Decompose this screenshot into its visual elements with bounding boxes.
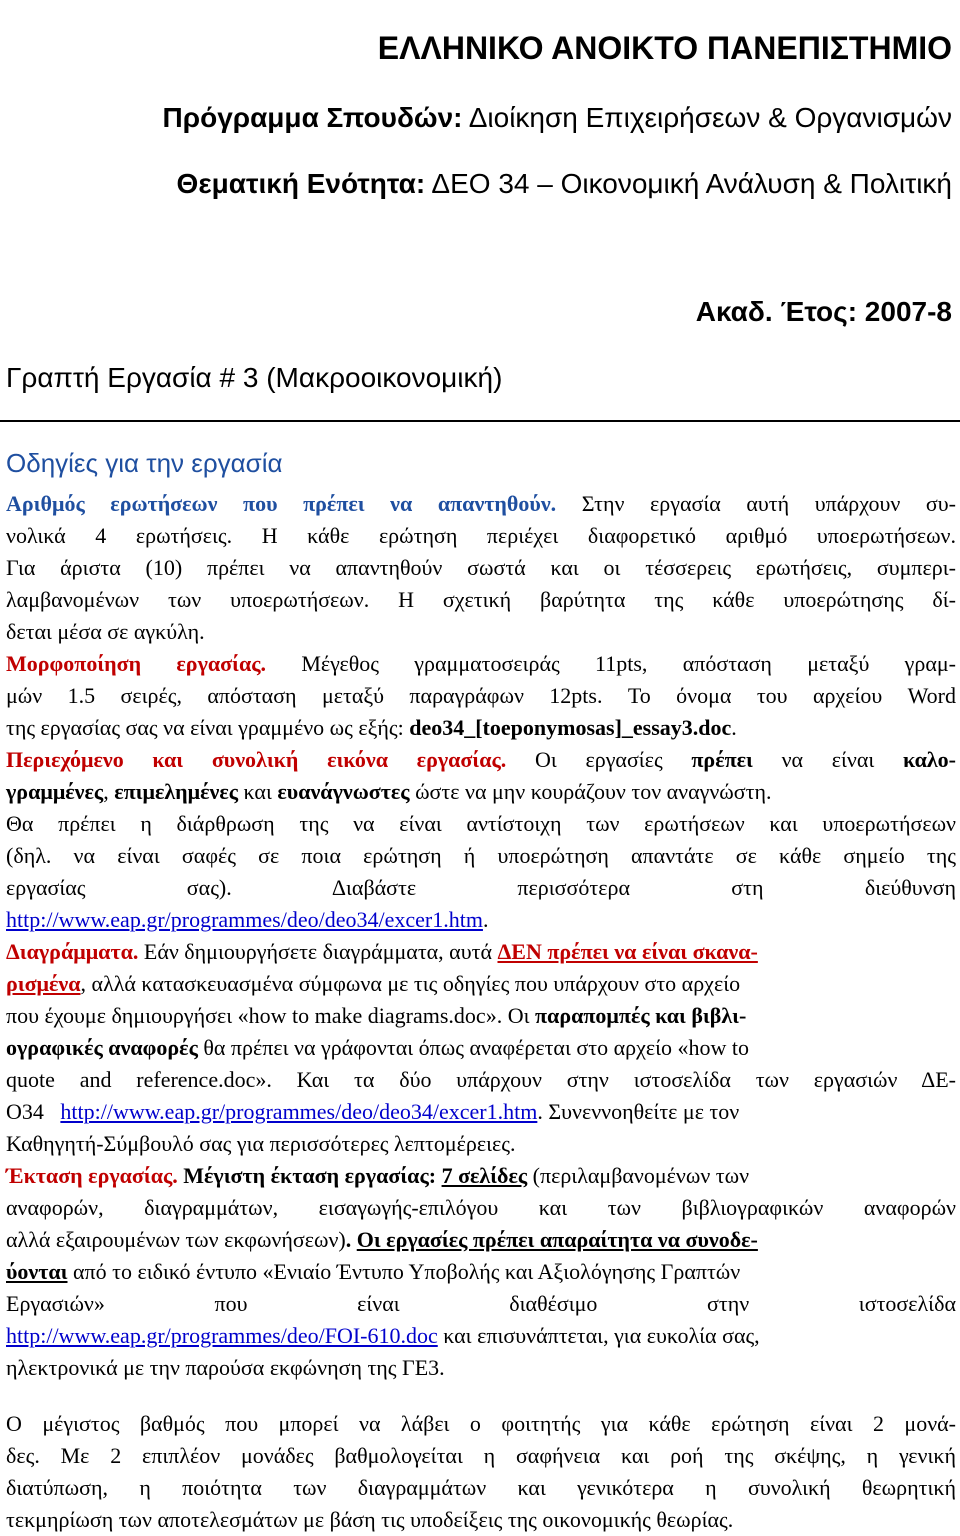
grading-line-4: τεκμηρίωση των αποτελεσμάτων με βάση τις υποδείξεις της οικονομικής θεωρίας. xyxy=(6,1507,734,1532)
text: . Συνεννοηθείτε με τον xyxy=(537,1099,740,1124)
diagrams-line-5: quote and reference.doc». Και τα δύο υπάρχουν στην ιστοσελίδα των εργασιών ΔΕ- xyxy=(6,1067,956,1092)
content-line-5: εργασίας σας). Διαβάστε περισσότερα στη διεύθυνση xyxy=(6,875,956,900)
program-label: Πρόγραμμα Σπουδών: xyxy=(162,102,463,133)
content-line-1 xyxy=(6,744,956,776)
instructions-title: Οδηγίες για την εργασία xyxy=(6,448,283,478)
extent-line-3: αλλά εξαιρουμένων των εκφωνήσεων). Οι εργασίες πρέπει απαραίτητα να συνοδε- xyxy=(6,1227,758,1252)
page-limit: 7 σελίδες xyxy=(441,1163,528,1188)
text: Στην εργασία αυτή υπάρχουν συ- xyxy=(581,491,956,516)
grading-line-1: Ο μέγιστος βαθμός που μπορεί να λάβει ο φοιτητής για κάθε ερώτηση είναι 2 μονά- xyxy=(6,1411,956,1436)
text-bold-underline: ύονται xyxy=(6,1259,68,1284)
content-line-2: γραμμένες, επιμελημένες και ευανάγνωστες ώστε να μην κουράζουν τον αναγνώστη. xyxy=(6,779,772,804)
unit-value: ΔΕΟ 34 – Οικονομική Ανάλυση & Πολιτική xyxy=(431,168,952,199)
text-bold: γραμμένες xyxy=(6,779,104,804)
grading-line-2: δες. Με 2 επιπλέον μονάδες βαθμολογείται η σαφήνεια και ροή της σκέψης, η γενική xyxy=(6,1443,956,1468)
text: Ο34 xyxy=(6,1099,44,1124)
text: ώστε να μην κουράζουν τον αναγνώστη. xyxy=(415,779,772,804)
format-line-1 xyxy=(6,648,956,680)
questions-line-4: λαμβανομένων των υποερωτήσεων. Η σχετική βαρύτητα της κάθε υποερώτησης δί- xyxy=(6,587,956,612)
text-bold: ογραφικές αναφορές xyxy=(6,1035,198,1060)
text-bold: καλο- xyxy=(903,747,957,772)
extent-line-2: αναφορών, διαγραμμάτων, εισαγωγής-επιλόγου και των βιβλιογραφικών αναφορών xyxy=(6,1195,956,1220)
text-bold-underline: Οι εργασίες πρέπει απαραίτητα να συνοδε- xyxy=(356,1227,758,1252)
assignment-title: Γραπτή Εργασία # 3 (Μακροοικονομική) xyxy=(6,362,503,393)
text: και επισυνάπτεται, για ευκολία σας, xyxy=(443,1323,760,1348)
questions-line-1 xyxy=(6,488,956,520)
unit-line xyxy=(177,168,952,200)
text: θα πρέπει να γράφονται όπως αναφέρεται στο αρχείο «how to xyxy=(203,1035,750,1060)
filename: deo34_[toeponymosas]_essay3.doc xyxy=(409,715,732,740)
format-line-2: μών 1.5 σειρές, απόσταση μεταξύ παραγράφων 12pts. Το όνομα του αρχείου Word xyxy=(6,683,956,708)
content-label: Περιεχόμενο και συνολική εικόνα εργασίας. xyxy=(6,747,507,772)
text-bold: επιμελημένες xyxy=(114,779,239,804)
questions-label: Αριθμός ερωτήσεων που πρέπει να απαντηθούν. xyxy=(6,491,557,516)
text-bold: πρέπει xyxy=(691,747,753,772)
extent-line-4 xyxy=(6,1256,956,1288)
questions-line-5: δεται μέσα σε αγκύλη. xyxy=(6,619,205,644)
diagrams-line-6 xyxy=(6,1096,956,1128)
foi-link[interactable]: http://www.eap.gr/programmes/deo/FOI-610.doc xyxy=(6,1323,438,1348)
extent-line-7: ηλεκτρονικά με την παρούσα εκφώνηση της ΓΕ3. xyxy=(6,1355,445,1380)
content-line-4: (δηλ. να είναι σαφές σε ποια ερώτηση ή υποερώτηση απαντάτε σε κάθε σημείο της xyxy=(6,843,956,868)
unit-label: Θεματική Ενότητα: xyxy=(176,168,426,199)
diagrams-line-2 xyxy=(6,968,956,1000)
diagrams-line-7: Καθηγητή-Σύμβουλό σας για περισσότερες λεπτομέρειες. xyxy=(6,1131,516,1156)
excer-link-2[interactable]: http://www.eap.gr/programmes/deo/deo34/excer1.htm xyxy=(60,1099,538,1124)
diagrams-line-4 xyxy=(6,1032,956,1064)
text: και xyxy=(243,779,272,804)
text: που έχουμε δημιουργήσει «how to make diagrams.doc». Οι xyxy=(6,1003,530,1028)
text: Εάν δημιουργήσετε διαγράμματα, αυτά xyxy=(143,939,492,964)
text: της εργασίας σας να είναι γραμμένο ως εξής: xyxy=(6,715,404,740)
text: Οι εργασίες xyxy=(534,747,663,772)
format-label: Μορφοποίηση εργασίας. xyxy=(6,651,267,676)
program-line xyxy=(163,102,952,134)
diagrams-line-1 xyxy=(6,936,956,968)
text: αλλά εξαιρουμένων των εκφωνήσεων) xyxy=(6,1227,346,1252)
content-line-3: Θα πρέπει η διάρθρωση της να είναι αντίστοιχη των ερωτήσεων και υποερωτήσεων xyxy=(6,811,956,836)
excer-link-1[interactable]: http://www.eap.gr/programmes/deo/deo34/excer1.htm xyxy=(6,907,483,932)
university-title: ΕΛΛΗΝΙΚΟ ΑΝΟΙΚΤΟ ΠΑΝΕΠΙΣΤΗΜΙΟ xyxy=(377,30,952,66)
extent-label: Έκταση εργασίας. xyxy=(6,1163,178,1188)
extent-line-5: Εργασιών» που είναι διαθέσιμο στην ιστοσελίδα xyxy=(6,1291,956,1316)
text-bold: Μέγιστη έκταση εργασίας: xyxy=(183,1163,437,1188)
text: Μέγεθος γραμματοσειράς 11pts, απόσταση μεταξύ γραμ- xyxy=(301,651,957,676)
text-bold-red: ΔΕΝ πρέπει να είναι σκανα- xyxy=(497,939,758,964)
text-bold: παραπομπές και βιβλι- xyxy=(535,1003,747,1028)
text: , αλλά κατασκευασμένα σύμφωνα με τις οδηγίες που υπάρχουν στο αρχείο xyxy=(80,971,741,996)
extent-line-6 xyxy=(6,1320,956,1352)
diagrams-line-3 xyxy=(6,1000,956,1032)
questions-line-2: νολικά 4 ερωτήσεις. Η κάθε ερώτηση περιέχει διαφορετικό αριθμό υποερωτήσεων. xyxy=(6,523,956,548)
content-line-6: http://www.eap.gr/programmes/deo/deo34/excer1.htm. xyxy=(6,907,489,932)
text-bold-red: ρισμένα xyxy=(6,971,81,996)
questions-line-3: Για άριστα (10) πρέπει να απαντηθούν σωστά και οι τέσσερεις ερωτήσεις, συμπερι- xyxy=(6,555,956,580)
academic-year: Ακαδ. Έτος: 2007-8 xyxy=(695,296,952,327)
separator-line xyxy=(0,420,960,422)
text: να είναι xyxy=(781,747,875,772)
text-bold: ευανάγνωστες xyxy=(277,779,410,804)
extent-line-1 xyxy=(6,1160,956,1192)
grading-line-3: διατύπωση, η ποιότητα των διαγραμμάτων και γενικότερα η συνολική θεωρητική xyxy=(6,1475,956,1500)
text: από το ειδικό έντυπο «Ενιαίο Έντυπο Υποβολής και Αξιολόγησης Γραπτών xyxy=(73,1259,741,1284)
format-line-3: της εργασίας σας να είναι γραμμένο ως εξής: deo34_[toeponymosas]_essay3.doc. xyxy=(6,715,737,740)
diagrams-label: Διαγράμματα. xyxy=(6,939,139,964)
text: (περιλαμβανομένων των xyxy=(532,1163,750,1188)
program-value: Διοίκηση Επιχειρήσεων & Οργανισμών xyxy=(468,102,952,133)
